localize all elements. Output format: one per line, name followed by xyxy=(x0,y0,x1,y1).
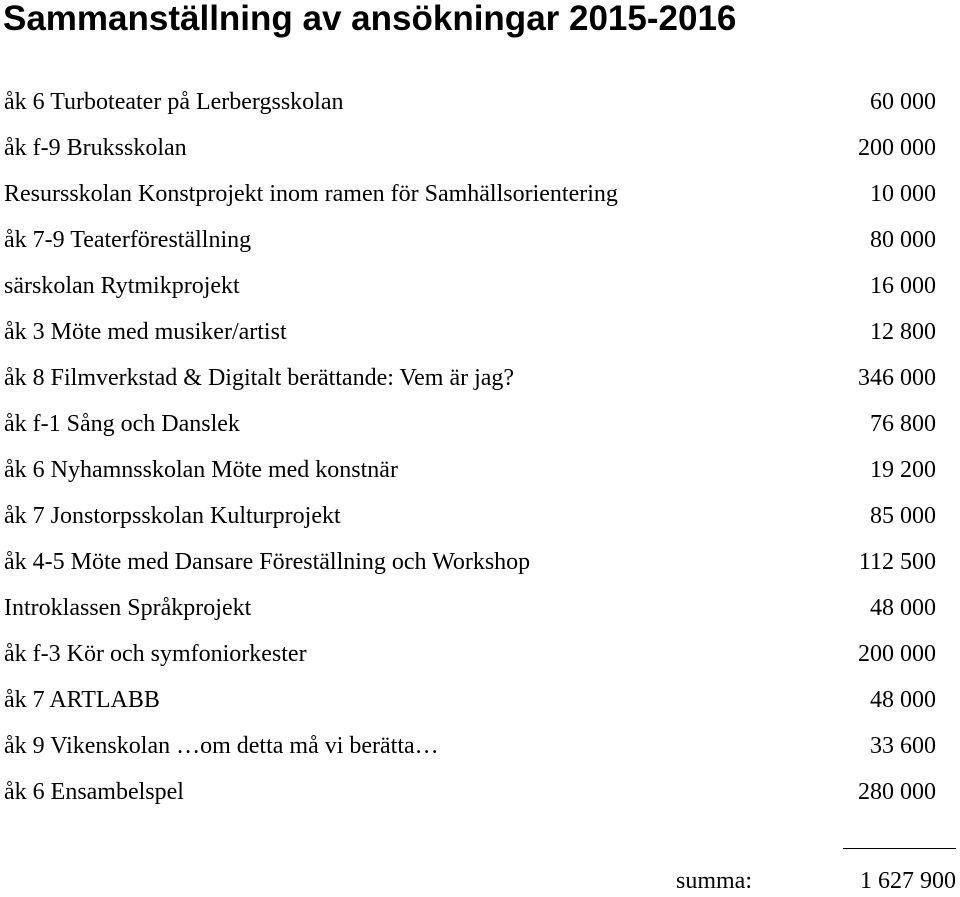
list-item xyxy=(0,409,960,439)
sum-label: summa: xyxy=(676,868,752,894)
list-item xyxy=(0,501,960,531)
list-item xyxy=(0,317,960,347)
list-item xyxy=(0,685,960,715)
item-label: åk 6 Ensambelspel xyxy=(4,779,184,805)
sum-value: 1 627 900 xyxy=(860,868,956,894)
item-amount: 33 600 xyxy=(870,733,936,759)
list-item xyxy=(0,133,960,163)
item-label: Resursskolan Konstprojekt inom ramen för Samhällsorientering xyxy=(4,181,618,207)
item-label: åk 9 Vikenskolan …om detta må vi berätta… xyxy=(4,733,439,759)
list-item xyxy=(0,639,960,669)
item-label: åk 3 Möte med musiker/artist xyxy=(4,319,287,345)
item-label: särskolan Rytmikprojekt xyxy=(4,273,240,299)
item-amount: 60 000 xyxy=(870,89,936,115)
item-label: åk f-1 Sång och Danslek xyxy=(4,411,240,437)
list-item xyxy=(0,179,960,209)
item-amount: 19 200 xyxy=(870,457,936,483)
item-amount: 85 000 xyxy=(870,503,936,529)
sum-divider xyxy=(843,848,956,849)
item-label: åk 4-5 Möte med Dansare Föreställning och Workshop xyxy=(4,549,531,575)
item-amount: 200 000 xyxy=(858,135,936,161)
item-label: åk 8 Filmverkstad & Digitalt berättande: Vem är jag? xyxy=(4,365,515,391)
list-item xyxy=(0,547,960,577)
item-label: åk 6 Nyhamnsskolan Möte med konstnär xyxy=(4,457,398,483)
item-amount: 346 000 xyxy=(858,365,936,391)
item-label: åk 7-9 Teaterföreställning xyxy=(4,227,252,253)
item-amount: 112 500 xyxy=(858,549,936,575)
list-item xyxy=(0,271,960,301)
item-label: åk 7 ARTLABB xyxy=(4,687,160,713)
item-amount: 76 800 xyxy=(870,411,936,437)
list-item xyxy=(0,455,960,485)
list-item xyxy=(0,777,960,807)
list-item xyxy=(0,731,960,761)
item-label: åk f-3 Kör och symfoniorkester xyxy=(4,641,307,667)
item-amount: 10 000 xyxy=(870,181,936,207)
item-label: Introklassen Språkprojekt xyxy=(4,595,252,621)
page-title: Sammanställning av ansökningar 2015-2016 xyxy=(3,0,737,38)
item-amount: 12 800 xyxy=(870,319,936,345)
list-item xyxy=(0,363,960,393)
item-amount: 200 000 xyxy=(858,641,936,667)
list-item xyxy=(0,593,960,623)
item-amount: 16 000 xyxy=(870,273,936,299)
item-amount: 80 000 xyxy=(870,227,936,253)
item-label: åk f-9 Bruksskolan xyxy=(4,135,187,161)
item-label: åk 7 Jonstorpsskolan Kulturprojekt xyxy=(4,503,341,529)
item-amount: 280 000 xyxy=(858,779,936,805)
item-amount: 48 000 xyxy=(870,595,936,621)
list-item xyxy=(0,87,960,117)
item-label: åk 6 Turboteater på Lerbergsskolan xyxy=(4,89,344,115)
list-item xyxy=(0,225,960,255)
item-amount: 48 000 xyxy=(870,687,936,713)
